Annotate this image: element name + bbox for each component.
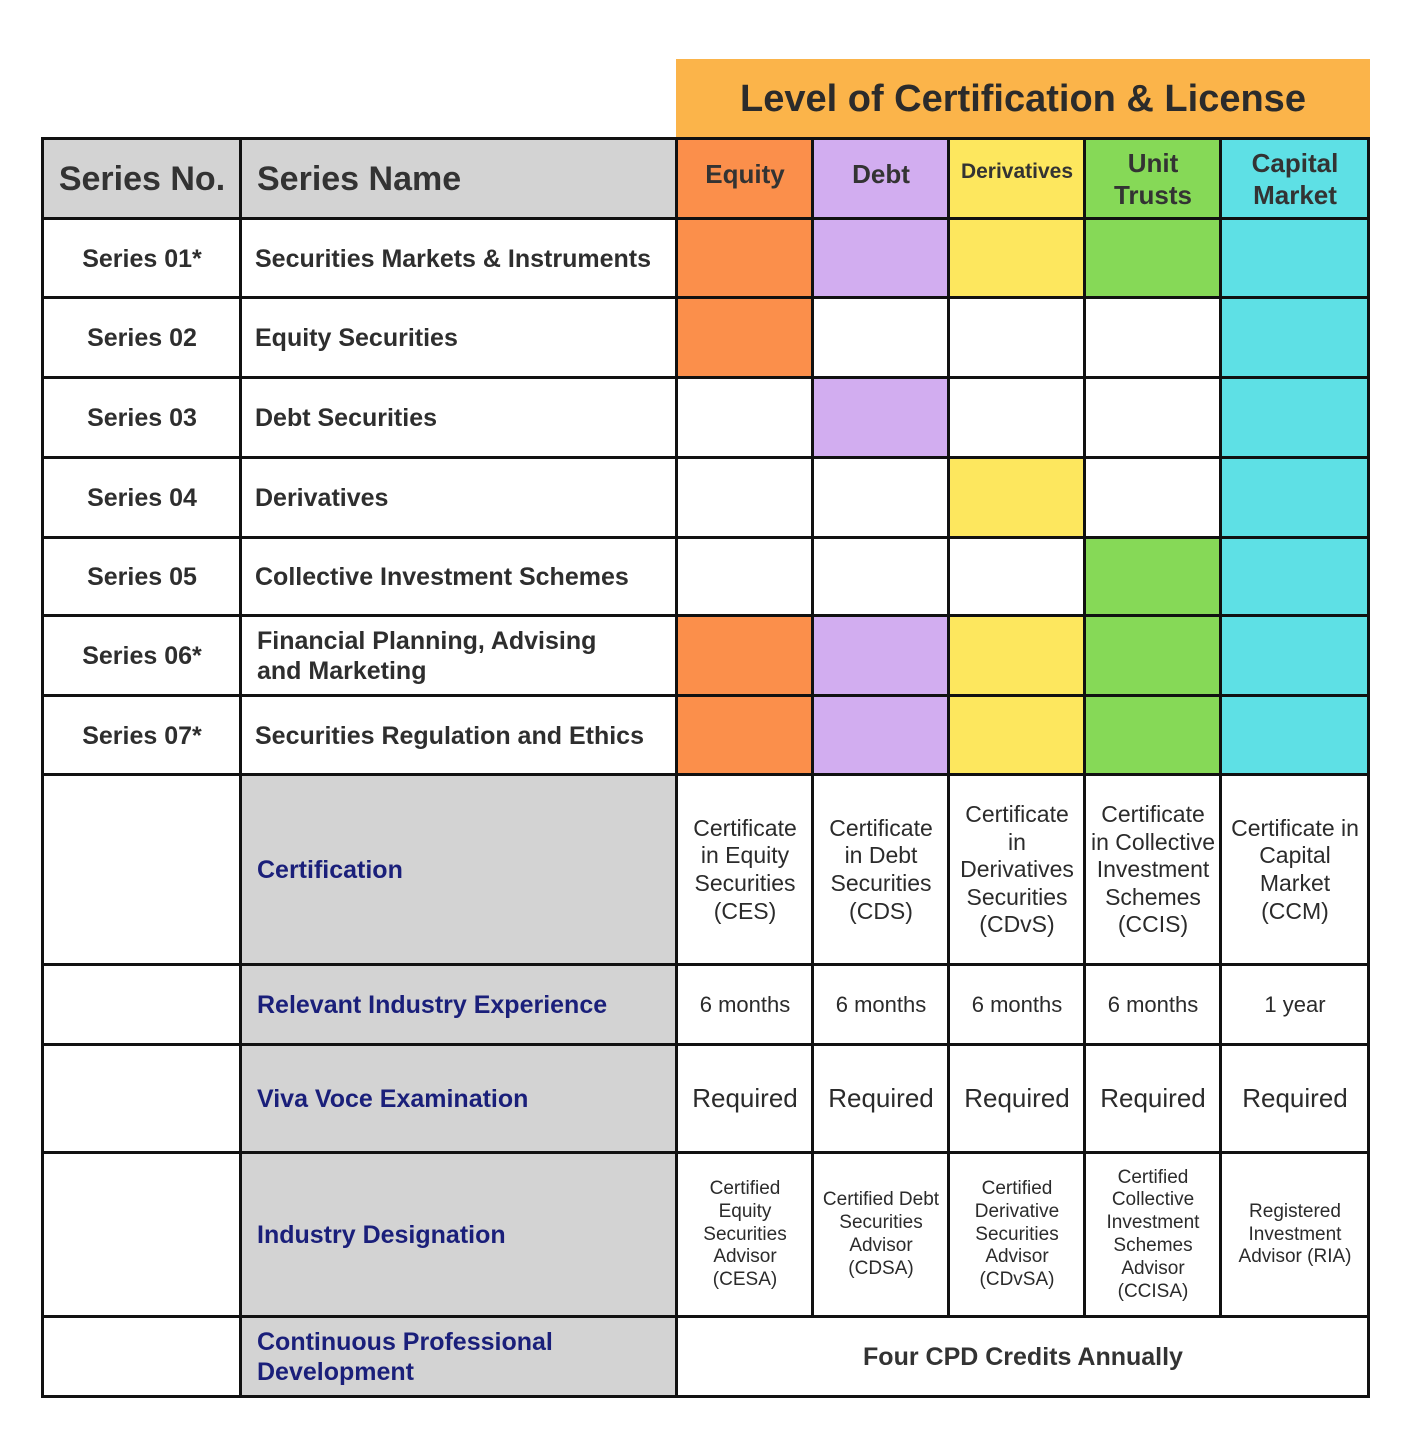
blank-viva [43,1045,241,1153]
header-series-no: Series No. [43,139,241,219]
mark-series-4-unit-trusts [1085,458,1221,538]
mark-series-4-equity [677,458,813,538]
experience-unit-trusts: 6 months [1107,991,1199,1017]
series-name-2: Equity Securities [255,324,458,352]
mark-series-6-derivatives [949,616,1085,696]
mark-series-2-equity [677,298,813,378]
mark-series-2-capital-market [1221,298,1369,378]
viva-label: Viva Voce Examination [241,1045,677,1153]
blank-certification [43,775,241,965]
series-no-2: Series 02 [87,324,197,352]
series-no-7: Series 07* [82,721,202,750]
series-name-5: Collective Investment Schemes [255,563,629,591]
mark-series-5-unit-trusts [1085,538,1221,616]
mark-series-6-equity [677,616,813,696]
header-debt: Debt [813,139,949,219]
header-series-name: Series Name [241,139,677,219]
mark-series-7-unit-trusts [1085,696,1221,775]
mark-series-3-debt [813,378,949,458]
mark-series-4-debt [813,458,949,538]
experience-capital-market: 1 year [1264,991,1326,1017]
mark-series-2-derivatives [949,298,1085,378]
mark-series-5-derivatives [949,538,1085,616]
mark-series-1-capital-market [1221,219,1369,298]
series-name-4: Derivatives [255,484,389,512]
mark-series-3-derivatives [949,378,1085,458]
mark-series-7-equity [677,696,813,775]
certification-equity: Certificate in Equity Securities (CES) [693,814,797,924]
experience-derivatives: 6 months [971,991,1063,1017]
mark-series-5-capital-market [1221,538,1369,616]
grid-line-vertical [239,139,242,1397]
designation-label: Industry Designation [241,1153,677,1317]
designation-equity: Certified Equity Securities Advisor (CESA) [703,1178,787,1291]
mark-series-2-unit-trusts [1085,298,1221,378]
experience-label: Relevant Industry Experience [241,965,677,1045]
series-name-1: Securities Markets & Instruments [255,244,651,273]
viva-unit-trusts: Required [1100,1083,1206,1114]
blank-cpd [43,1317,241,1397]
grid-line-vertical [41,139,44,1397]
grid-line-vertical [1367,139,1370,1397]
mark-series-3-equity [677,378,813,458]
viva-capital-market: Required [1242,1083,1348,1114]
mark-series-5-equity [677,538,813,616]
grid-line-vertical [1219,139,1222,1317]
grid-line-vertical [675,139,678,1397]
header-derivatives: Derivatives [949,139,1085,219]
mark-series-6-unit-trusts [1085,616,1221,696]
mark-series-7-derivatives [949,696,1085,775]
mark-series-1-equity [677,219,813,298]
mark-series-1-derivatives [949,219,1085,298]
mark-series-4-derivatives [949,458,1085,538]
level-banner: Level of Certification & License [676,59,1370,139]
viva-equity: Required [692,1083,798,1114]
header-unit-trusts: Unit Trusts [1085,139,1221,219]
cpd-value: Four CPD Credits Annually [863,1343,1183,1371]
mark-series-1-debt [813,219,949,298]
series-no-4: Series 04 [87,484,197,512]
designation-capital-market: Registered Investment Advisor (RIA) [1238,1200,1352,1268]
mark-series-2-debt [813,298,949,378]
mark-series-6-debt [813,616,949,696]
experience-equity: 6 months [699,991,791,1017]
header-capital-market: Capital Market [1221,139,1369,219]
certification-unit-trusts: Certificate in Collective Investment Schemes (CCIS) [1091,801,1215,938]
grid-line-vertical [811,139,814,1317]
designation-debt: Certified Debt Securities Advisor (CDSA) [822,1189,940,1279]
mark-series-3-capital-market [1221,378,1369,458]
viva-debt: Required [828,1083,934,1114]
mark-series-7-debt [813,696,949,775]
viva-derivatives: Required [964,1083,1070,1114]
series-name-3: Debt Securities [255,404,438,432]
cpd-label: Continuous Professional Development [241,1317,677,1397]
series-no-6: Series 06* [82,642,202,670]
designation-unit-trusts: Certified Collective Investment Schemes Advisor (CCISA) [1106,1166,1200,1302]
blank-experience [43,965,241,1045]
header-equity: Equity [677,139,813,219]
grid-line-vertical [1083,139,1086,1317]
certification-capital-market: Certificate in Capital Market (CCM) [1231,814,1359,924]
experience-debt: 6 months [835,991,927,1017]
designation-derivatives: Certified Derivative Securities Advisor (CDvSA) [974,1178,1060,1291]
mark-series-1-unit-trusts [1085,219,1221,298]
mark-series-5-debt [813,538,949,616]
certification-label: Certification [241,775,677,965]
mark-series-7-capital-market [1221,696,1369,775]
series-no-1: Series 01* [82,244,202,273]
mark-series-3-unit-trusts [1085,378,1221,458]
mark-series-4-capital-market [1221,458,1369,538]
series-name-7: Securities Regulation and Ethics [255,721,644,750]
certification-debt: Certificate in Debt Securities (CDS) [829,814,933,924]
mark-series-6-capital-market [1221,616,1369,696]
blank-designation [43,1153,241,1317]
series-name-6: Financial Planning, Advising and Marketing [257,627,597,685]
series-no-3: Series 03 [87,404,197,432]
grid-line-vertical [947,139,950,1317]
certification-derivatives: Certificate in Derivatives Securities (CDvS) [960,801,1074,938]
series-no-5: Series 05 [87,563,197,591]
